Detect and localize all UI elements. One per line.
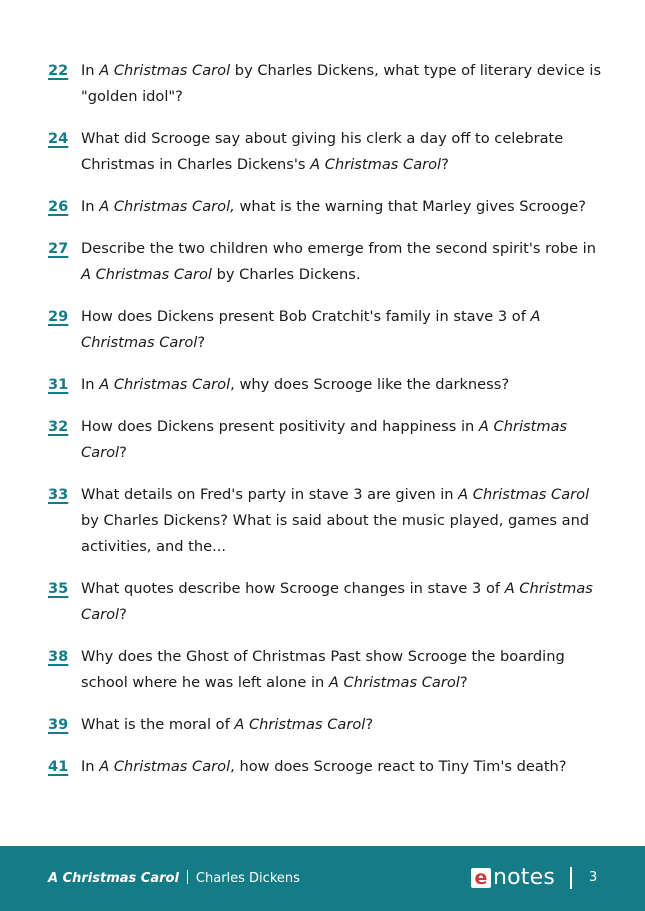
question-text-segment: In [81, 62, 100, 79]
question-text [81, 482, 608, 560]
question-text-segment: How does Dickens present positivity and happiness in [81, 418, 479, 435]
question-number-link[interactable]: 39 [48, 716, 69, 733]
book-title-italic: A Christmas Carol [234, 716, 366, 733]
question-text [81, 372, 608, 398]
question-number-link[interactable]: 26 [48, 198, 69, 215]
question-text-segment: , how does Scrooge react to Tiny Tim's death? [230, 758, 567, 775]
question-item [48, 58, 608, 110]
question-number-link[interactable]: 38 [48, 648, 69, 665]
question-item [48, 194, 608, 220]
question-text-segment: by Charles Dickens. [211, 266, 361, 283]
question-number-link[interactable]: 29 [48, 308, 69, 325]
book-title-italic: A Christmas Carol [328, 674, 460, 691]
question-item [48, 576, 608, 628]
page-number: 3 [589, 870, 598, 885]
question-number-link[interactable]: 41 [48, 758, 69, 775]
footer-book-info [48, 870, 300, 886]
question-text-segment: ? [365, 716, 374, 733]
question-item [48, 644, 608, 696]
question-text [81, 414, 608, 466]
question-text [81, 58, 608, 110]
question-item [48, 126, 608, 178]
question-number-link[interactable]: 32 [48, 418, 69, 435]
question-text-segment: ? [119, 444, 127, 461]
question-item [48, 712, 608, 738]
question-item [48, 754, 608, 780]
question-text-segment: what is the warning that Marley gives Scrooge? [234, 198, 587, 215]
question-list [48, 58, 608, 796]
question-text-segment: by Charles Dickens, what type of literary device is "golden idol"? [81, 62, 602, 105]
question-text-segment: In [81, 198, 100, 215]
question-text-segment: Why does the Ghost of Christmas Past show Scrooge the boarding school where he was left alone in [81, 648, 565, 691]
question-text [81, 194, 608, 220]
logo-divider [570, 867, 572, 889]
question-number-link[interactable]: 31 [48, 376, 69, 393]
question-text-segment: In [81, 758, 100, 775]
book-title-italic: A Christmas Carol [81, 266, 212, 283]
question-text-segment: ? [441, 156, 449, 173]
question-text-segment: , why does Scrooge like the darkness? [230, 376, 510, 393]
question-text-segment: What is the moral of [81, 716, 235, 733]
question-text [81, 754, 608, 780]
book-title-italic: A Christmas Carol [99, 376, 231, 393]
question-text-segment: by Charles Dickens? What is said about the music played, games and activities, and the... [81, 512, 590, 555]
question-number-link[interactable]: 24 [48, 130, 69, 147]
question-text [81, 126, 608, 178]
book-title-italic: A Christmas Carol [81, 308, 541, 351]
question-number-link[interactable]: 33 [48, 486, 69, 503]
logo-wordmark: notes [493, 865, 556, 890]
question-number-link[interactable]: 22 [48, 62, 69, 79]
question-number-link[interactable]: 35 [48, 580, 69, 597]
page-footer [0, 846, 645, 911]
question-item [48, 372, 608, 398]
question-text-segment: ? [197, 334, 206, 351]
question-text-segment: What details on Fred's party in stave 3 are given in [81, 486, 459, 503]
book-title-italic: A Christmas Carol [99, 758, 231, 775]
question-text [81, 644, 608, 696]
question-text [81, 712, 608, 738]
book-title-italic: A Christmas Carol [81, 418, 568, 461]
question-text-segment: ? [459, 674, 468, 691]
question-text-segment: What quotes describe how Scrooge changes in stave 3 of [81, 580, 505, 597]
question-item [48, 414, 608, 466]
question-text-segment: How does Dickens present Bob Cratchit's family in stave 3 of [81, 308, 531, 325]
book-title-italic: A Christmas Carol [458, 486, 590, 503]
footer-book-title: A Christmas Carol [48, 871, 179, 886]
question-text [81, 304, 608, 356]
question-text-segment: Describe the two children who emerge from the second spirit's robe in [81, 240, 596, 257]
question-text [81, 236, 608, 288]
question-text [81, 576, 608, 628]
question-number-link[interactable]: 27 [48, 240, 69, 257]
book-title-italic: A Christmas Carol [310, 156, 442, 173]
footer-author: Charles Dickens [195, 871, 300, 886]
question-item [48, 304, 608, 356]
book-title-italic: A Christmas Carol, [99, 198, 235, 215]
book-title-italic: A Christmas Carol [99, 62, 231, 79]
question-text-segment: ? [119, 606, 127, 623]
footer-divider [187, 870, 188, 884]
enotes-logo-icon[interactable] [471, 866, 555, 890]
question-item [48, 482, 608, 560]
logo-letter-box: e [471, 868, 491, 888]
question-text-segment: In [81, 376, 100, 393]
question-item [48, 236, 608, 288]
book-title-italic: A Christmas Carol [81, 580, 593, 623]
question-text-segment: What did Scrooge say about giving his clerk a day off to celebrate Christmas in Charles Dickens's [81, 130, 564, 173]
